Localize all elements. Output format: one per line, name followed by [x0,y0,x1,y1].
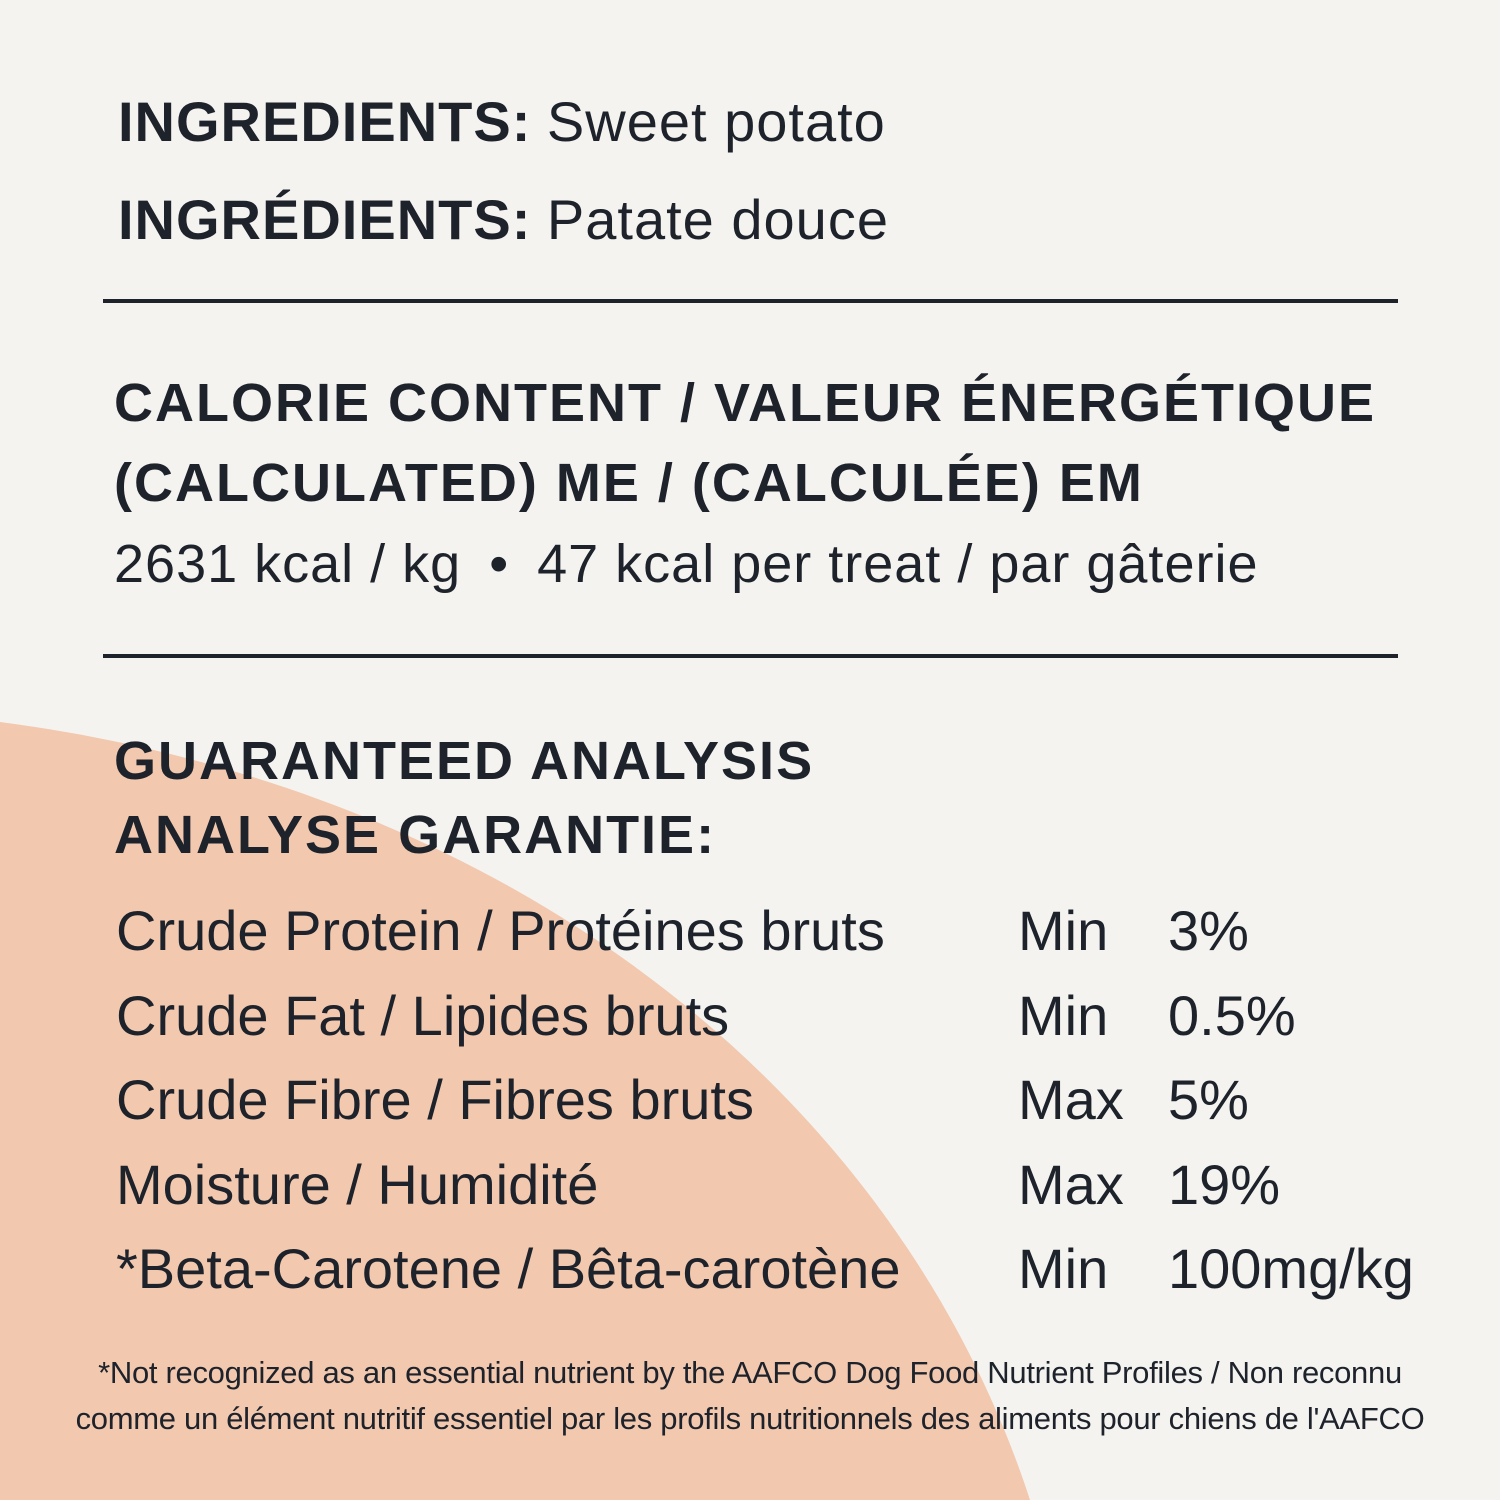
nutrient-limit-type: Min [1018,899,1109,962]
analysis-heading-line2: ANALYSE GARANTIE: [114,805,717,865]
nutrient-amount: 100mg/kg [1168,1237,1414,1300]
analysis-row [116,896,1446,966]
ingredients-en-value: Sweet potato [546,90,886,153]
calorie-per-kg: 2631 kcal / kg [114,534,462,594]
nutrient-limit-type: Max [1018,1153,1124,1216]
analysis-row [116,1150,1446,1220]
nutrient-limit-type: Min [1018,984,1109,1047]
nutrient-name: Crude Fibre / Fibres bruts [116,1068,754,1131]
analysis-row [116,1065,1446,1135]
nutrient-limit-type: Max [1018,1068,1124,1131]
nutrient-amount: 3% [1168,899,1249,962]
calorie-heading-line2: (CALCULATED) ME / (CALCULÉE) EM [114,453,1144,513]
analysis-row [116,981,1446,1051]
calorie-values [114,532,1258,596]
nutrient-name: Crude Fat / Lipides bruts [116,984,730,1047]
ingredients-en-label: INGREDIENTS: [118,90,532,153]
calorie-heading-line1: CALORIE CONTENT / VALEUR ÉNERGÉTIQUE [114,373,1377,433]
nutrient-limit-type: Min [1018,1237,1109,1300]
nutrient-amount: 19% [1168,1153,1281,1216]
divider [103,654,1398,658]
divider [103,299,1398,303]
calorie-per-treat: 47 kcal per treat / par gâterie [537,534,1259,594]
ingredients-fr [118,188,889,252]
footnote-line2: comme un élément nutritif essentiel par les profils nutritionnels des aliments pour chiens de l'AAFCO [75,1401,1425,1436]
nutrient-name: Moisture / Humidité [116,1153,599,1216]
analysis-row [116,1234,1446,1304]
nutrient-name: *Beta-Carotene / Bêta-carotène [116,1237,901,1300]
nutrient-amount: 5% [1168,1068,1249,1131]
ingredients-fr-value: Patate douce [546,188,889,251]
nutrient-amount: 0.5% [1168,984,1296,1047]
ingredients-en [118,90,886,154]
footnote [50,1350,1450,1442]
ingredients-fr-label: INGRÉDIENTS: [118,188,532,251]
bullet-separator: • [489,534,510,594]
analysis-heading-line1: GUARANTEED ANALYSIS [114,731,815,791]
nutrient-name: Crude Protein / Protéines bruts [116,899,885,962]
footnote-line1: *Not recognized as an essential nutrient by the AAFCO Dog Food Nutrient Profiles / Non reconnu [98,1355,1402,1390]
